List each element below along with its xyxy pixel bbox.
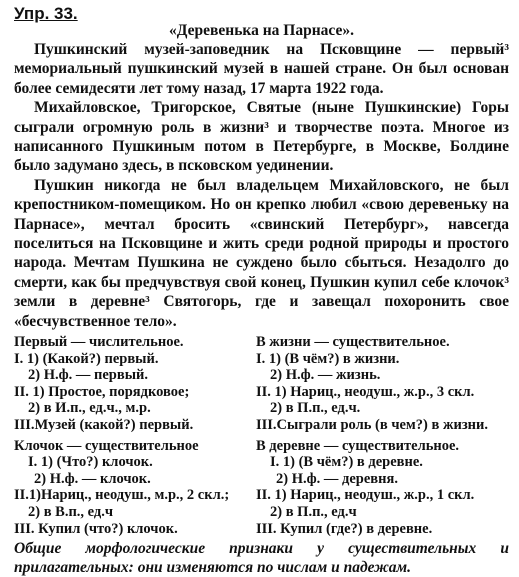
analysis-head: Первый — числительное. <box>14 334 184 351</box>
analysis-klochok <box>14 438 244 538</box>
analysis-line: 2) Н.ф. — первый. <box>28 367 149 384</box>
analysis-head: В жизни — существительное. <box>256 334 450 351</box>
analysis-line: II. 1) Нариц., неодуш., ж.р., 1 скл. <box>256 487 475 504</box>
paragraph-2: Михайловское, Тригорское, Святые (ныне Пушкинские) Горы сыграли огромную роль в жизни³ и творчестве поэта. Многое из написанного Пушкиным потом в Петербурге, в Москве, Болдине было задумано здесь, в псковском уединении. <box>14 99 509 175</box>
analysis-line: 2) в И.п., ед.ч., м.р. <box>28 400 151 417</box>
paragraph-3: Пушкин никогда не был владельцем Михайловского, не был крепостником-помещиком. Но он крепко любил «свою деревеньку на Парнасе», мечтал бросить «свинский Петербург», навсегда поселиться на Псковщине и жить среди родной природы и простого народа. Мечтам Пушкина не суждено было сбыться. Незадолго до смерти, как бы предчувствуя свой конец, Пушкин купил себе клочок³ земли в деревне³ Святогорь, где и завещал похоронить свое «бесчувственное тело». <box>14 176 509 330</box>
analysis-line: 2) Н.ф. — жизнь. <box>270 367 381 384</box>
analysis-line: II.1)Нариц., неодуш., м.р., 2 скл.; <box>14 487 230 504</box>
analysis-line: 2) в П.п., ед.ч <box>270 504 357 521</box>
analysis-head: Клочок — существительное <box>14 437 199 454</box>
analysis-line: III. Купил (что?) клочок. <box>14 520 178 537</box>
analysis-line: II. 1) Простое, порядковое; <box>14 383 190 400</box>
analysis-head: В деревне — существительное. <box>256 437 460 454</box>
analysis-line: III.Сыграли роль (в чем?) в жизни. <box>256 417 488 434</box>
analysis-v-zhizni <box>256 334 509 434</box>
analysis-line: 2) Н.ф. — клочок. <box>34 470 151 487</box>
text-heading: «Деревенька на Парнасе». <box>169 22 354 39</box>
analysis-line: I. 1) (В чём?) в жизни. <box>256 350 400 367</box>
analysis-pervyi <box>14 334 244 434</box>
conclusion-text: Общие морфологические признаки у существительных и прилагательных: они изменяются по числам и падежам. <box>14 540 509 577</box>
analysis-line: I. 1) (В чём?) в деревне. <box>270 454 423 471</box>
analysis-line: I. 1) (Что?) клочок. <box>28 454 153 471</box>
analysis-line: 2) Н.ф. — деревня. <box>276 470 398 487</box>
analysis-line: 2) в П.п., ед.ч. <box>270 400 361 417</box>
exercise-number: Упр. 33. <box>14 4 78 23</box>
analysis-line: 2) в В.п., ед.ч <box>28 504 114 521</box>
analysis-line: III. Купил (где?) в деревне. <box>256 520 433 537</box>
analysis-v-derevne <box>256 438 509 538</box>
paragraph-1: Пушкинский музей-заповедник на Псковщине — первый³ мемориальный пушкинский музей в нашей стране. Он был основан более семидесяти лет тому назад, 17 марта 1922 года. <box>14 41 509 97</box>
analysis-line: III.Музей (какой?) первый. <box>14 417 194 434</box>
analysis-line: I. 1) (Какой?) первый. <box>14 350 159 367</box>
morphological-analysis <box>14 334 509 537</box>
analysis-line: II. 1) Нариц., неодуш., ж.р., 3 скл. <box>256 383 475 400</box>
